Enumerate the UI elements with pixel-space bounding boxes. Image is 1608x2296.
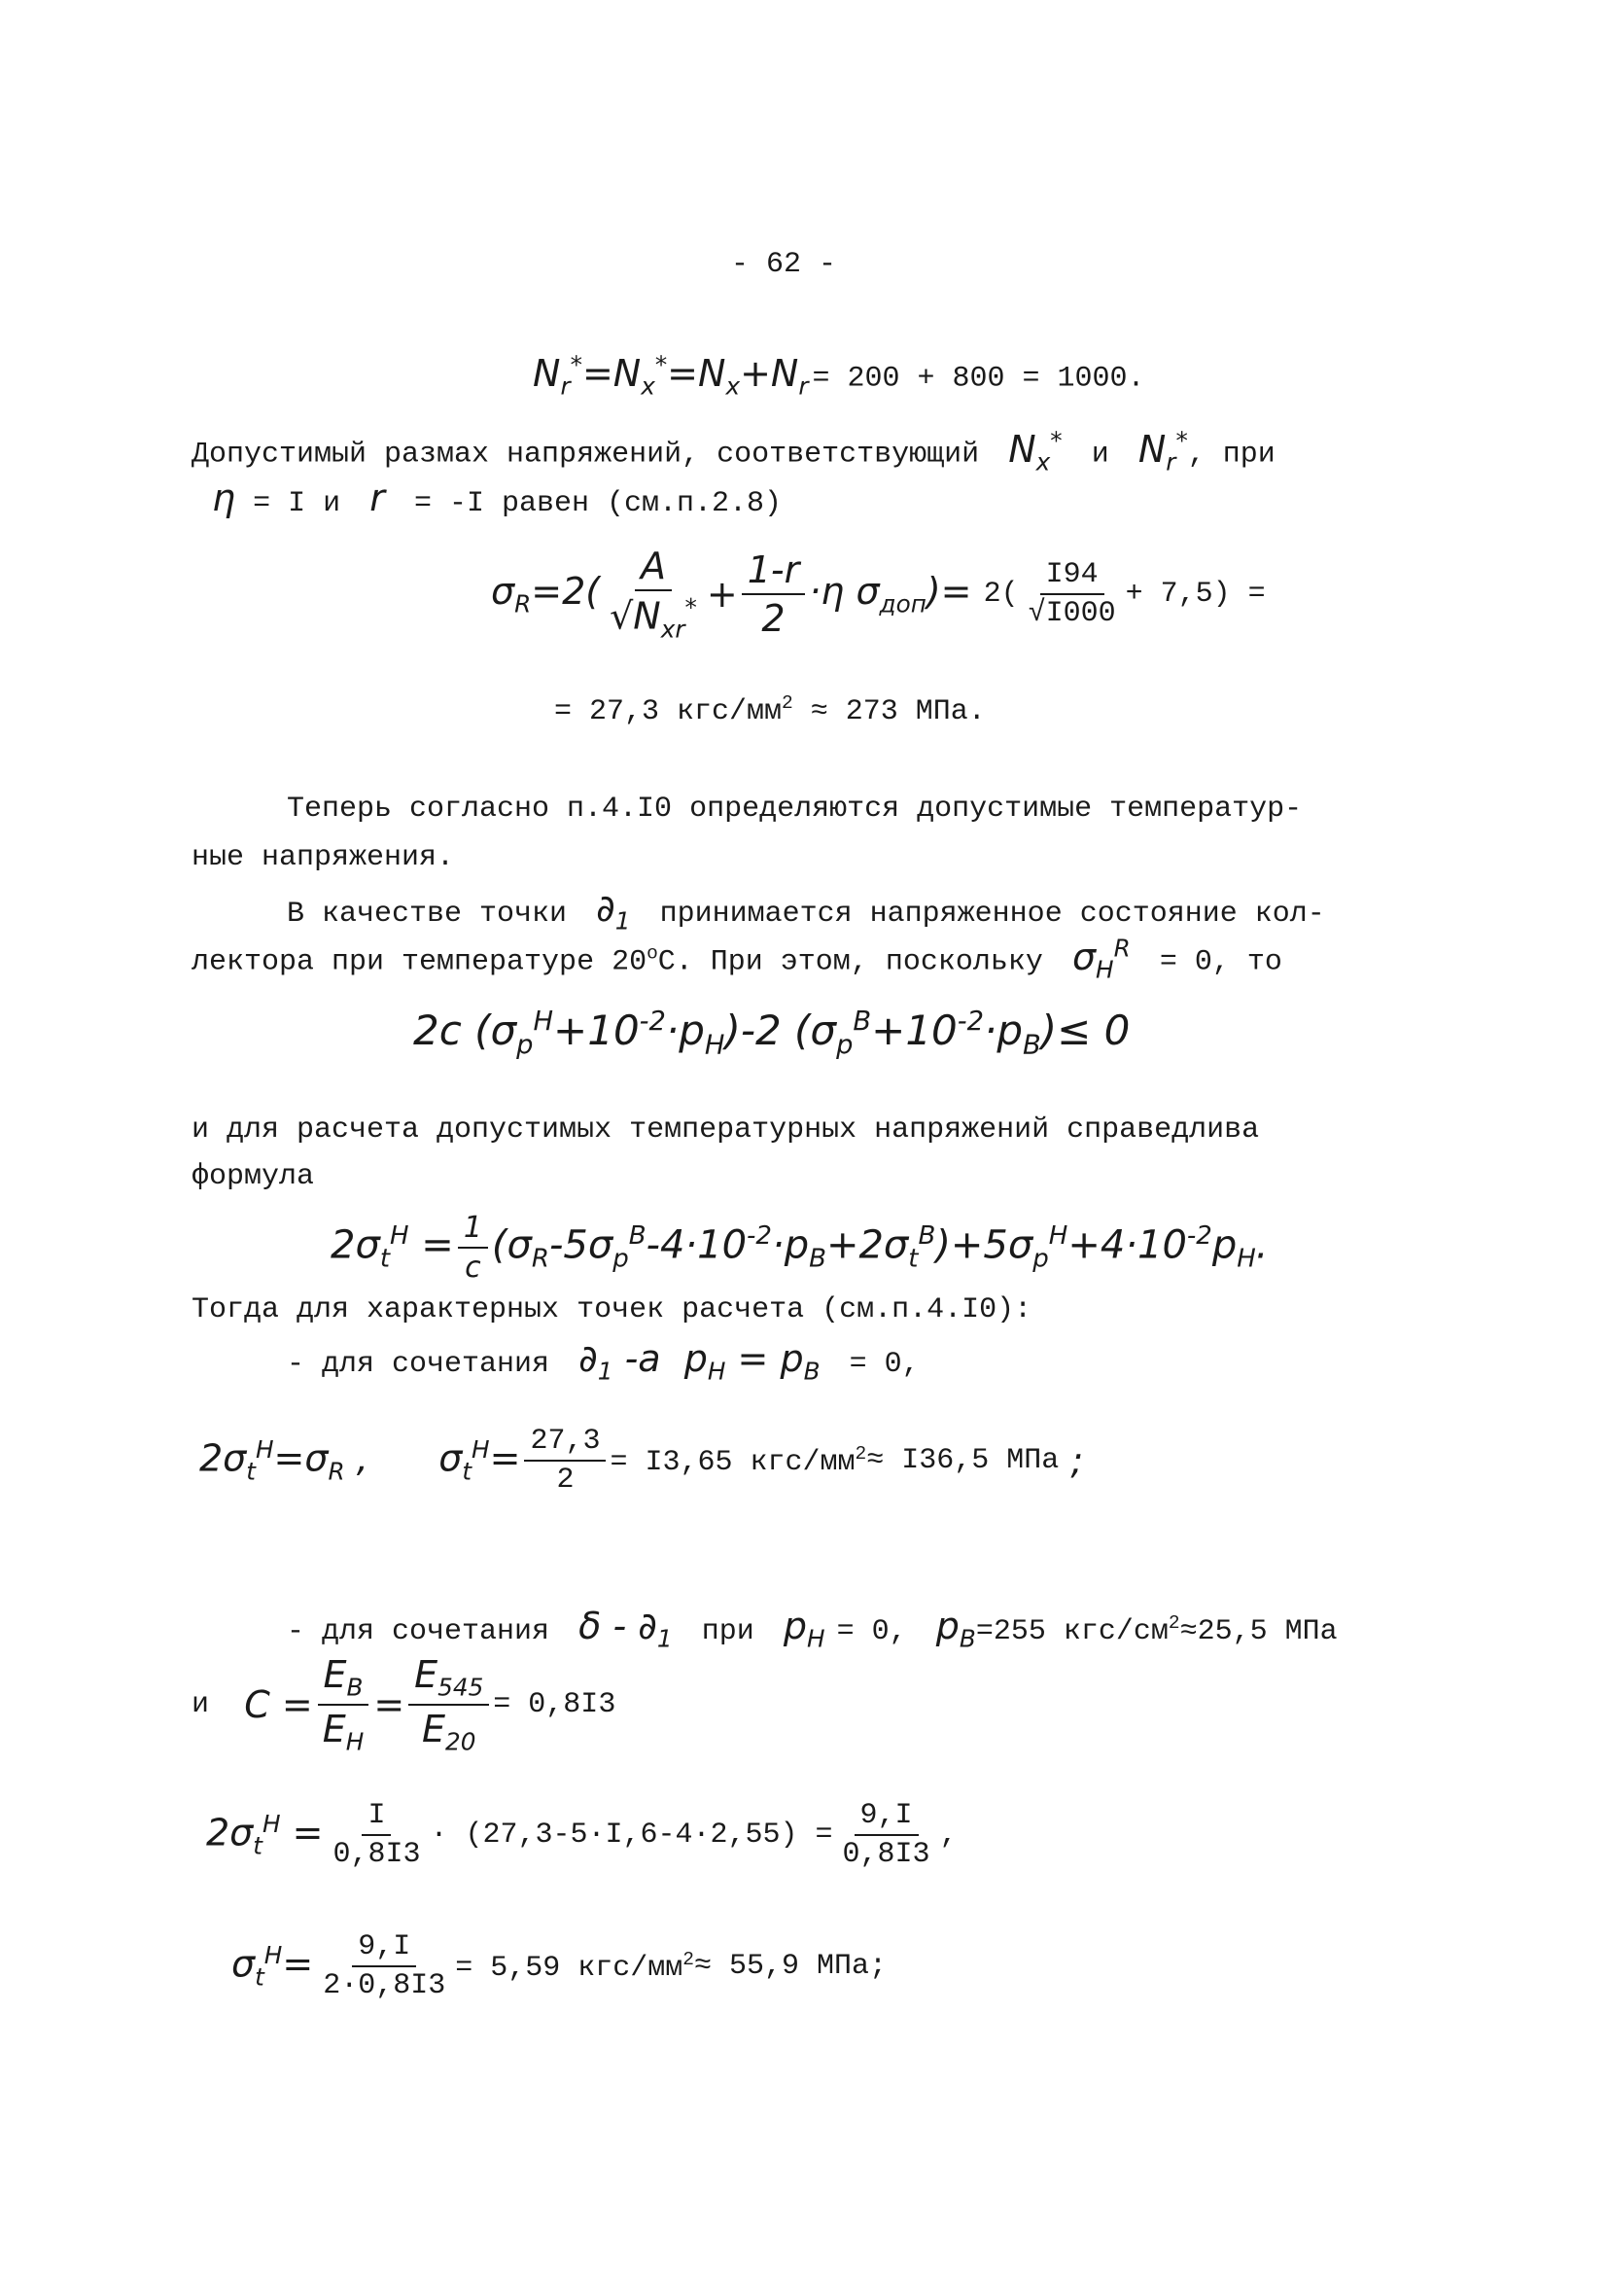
equation-6 bbox=[206, 1799, 958, 1871]
para1-line1 bbox=[192, 426, 1276, 476]
para5-text-b: при bbox=[701, 1615, 754, 1648]
r-symbol: r bbox=[358, 477, 397, 519]
para2-line2: ные напряжения. bbox=[192, 841, 455, 874]
p-b-symbol: $p_B$ bbox=[924, 1605, 976, 1653]
equation-3: 2c $(\sigma_p^H+10^{-2}\cdot p_H)-2$ $(\sigma_p^B+10^{-2}\cdot p_B)\le 0$ bbox=[413, 1007, 1131, 1061]
equation-6-tail: , bbox=[939, 1819, 958, 1852]
equation-7-lhs: $\sigma_t^H=$ bbox=[231, 1941, 314, 1992]
para5-text-e: ≈25,5 МПа bbox=[1179, 1615, 1338, 1648]
equation-2-line2: = 27,3 кгс/$мм^2 \approx 273$ МПа. bbox=[554, 692, 986, 728]
para5-text-c: = 0, bbox=[836, 1615, 907, 1648]
equation-1-lhs: $N_r^*=N_x^*=N_x+N_r$ bbox=[533, 350, 809, 401]
eta-symbol: η bbox=[212, 477, 236, 519]
para1-text-b: , при bbox=[1187, 438, 1276, 472]
para2-line3 bbox=[287, 887, 1325, 936]
equation-7-value-kgs: = 5,59 кгс/$мм^2$ bbox=[455, 1948, 694, 1985]
equation-6-lhs: $2\sigma_t^H$ = bbox=[206, 1810, 324, 1860]
equals-symbol: = bbox=[373, 1682, 405, 1726]
equation-2-right-b: + 7,5) = bbox=[1125, 577, 1266, 611]
equation-1 bbox=[533, 350, 1145, 400]
equation-2-right-a: 2( bbox=[983, 577, 1019, 611]
para1-line2 bbox=[212, 477, 782, 520]
equation-7-fraction: $\frac{9,I}{2\cdot 0,8I3}$ bbox=[323, 1930, 446, 2002]
equation-7-value-mpa: ≈ 55,9 МПа; bbox=[693, 1950, 888, 1983]
para2-temp-text: лектора при температуре 20 bbox=[192, 945, 647, 979]
equation-2-tail: ·η $\sigma_{доп})=$ bbox=[809, 569, 984, 618]
para1-and: и bbox=[1091, 438, 1109, 472]
d1-symbol: $\partial_1$ bbox=[584, 887, 631, 936]
equation-4-fraction: $\frac{1}{c}$ bbox=[458, 1211, 488, 1285]
para2-text-c: С. При этом, поскольку bbox=[657, 945, 1043, 979]
equation-5 bbox=[199, 1425, 1083, 1497]
combination-d1-a-symbols: $\partial_1$ -a $p_H = p_B$ bbox=[567, 1337, 821, 1386]
equation-1-rhs: = 200 + 800 = 1000. bbox=[812, 362, 1145, 396]
equation-5-value-kgs: = I3,65 кгс/$мм^2$ bbox=[610, 1442, 867, 1479]
para4-text-a: - для сочетания bbox=[287, 1348, 550, 1381]
equation-5-lhs: $2\sigma_t^H=\sigma_R$ , $\sigma_t^H=$ bbox=[199, 1435, 521, 1486]
para5-line2 bbox=[192, 1653, 615, 1755]
equation-6-expression: · (27,3-5·I,6-4·2,55) = bbox=[430, 1819, 833, 1852]
para5-line1: - для сочетания δ - $\partial_1$ при $p_H = 0$, $p_B=255$ кгс/$см^2\approx 25,5$ МПа bbox=[287, 1605, 1338, 1653]
para4-line1: Тогда для характерных точек расчета (см.п.4.I0): bbox=[192, 1293, 1032, 1326]
para3-line1: и для расчета допустимых температурных напряжений справедлива bbox=[192, 1113, 1260, 1147]
para5-c-value: = 0,8I3 bbox=[493, 1687, 616, 1721]
para5-and: и bbox=[192, 1687, 210, 1721]
equation-2-value-kgs: = 27,3 кгс/мм bbox=[554, 695, 783, 728]
para5-text-a: - для сочетания bbox=[287, 1615, 550, 1648]
equation-4-lhs: $2\sigma_t^H$ = bbox=[331, 1221, 454, 1274]
para4-line2 bbox=[287, 1337, 920, 1386]
nr-star-symbol: $N_r^*$ bbox=[1126, 426, 1188, 477]
para4-text-b: = 0, bbox=[849, 1348, 920, 1381]
para2-text-a: В качестве точки bbox=[287, 898, 568, 931]
para1-r-value: = -I равен (см.п.2.8) bbox=[413, 487, 782, 520]
equation-6-fraction-a: $\frac{I}{0,8I3}$ bbox=[332, 1799, 421, 1871]
nx-star-symbol: $N_x^*$ bbox=[996, 426, 1063, 477]
p-h-symbol: $p_H$ bbox=[771, 1605, 825, 1653]
para2-line1: Теперь согласно п.4.I0 определяются допустимые температур- bbox=[287, 793, 1303, 826]
para1-text-a: Допустимый размах напряжений, соответствующий bbox=[192, 438, 980, 472]
para1-eta-value: = I и bbox=[253, 487, 341, 520]
equation-2 bbox=[491, 545, 1266, 643]
para2-text-b: принимается напряженное состояние кол- bbox=[659, 898, 1325, 931]
para2-line4: лектора при температуре 20$^o$С. При этом, поскольку $\sigma_H^R = 0$, то bbox=[192, 934, 1282, 984]
equation-6-fraction-b: $\frac{9,I}{0,8I3}$ bbox=[842, 1799, 930, 1871]
equation-5-fraction: $\frac{27,3}{2}$ bbox=[524, 1425, 606, 1497]
para5-fraction-a: $\frac{E_B}{E_H}$ bbox=[317, 1653, 370, 1755]
para5-fraction-b: $\frac{E_{545}}{E_{20}}$ bbox=[408, 1653, 489, 1755]
delta-d1-symbols: δ - $\partial_1$ bbox=[567, 1605, 673, 1653]
para2-text-d: = 0, то bbox=[1159, 945, 1282, 979]
sigma-r-symbol: $\sigma_R=2$( bbox=[491, 569, 601, 618]
equation-5-value-mpa: ≈ I36,5 МПа bbox=[866, 1444, 1060, 1477]
equation-4 bbox=[331, 1211, 1269, 1285]
sigma-h-r-symbol: $\sigma_H^R$ bbox=[1060, 934, 1131, 984]
equation-2-fraction-a: $\frac{A}{√N_{xr}^*}$ bbox=[610, 545, 697, 644]
c-symbol: C = bbox=[209, 1682, 313, 1726]
page-number: - 62 - bbox=[731, 248, 837, 281]
equation-2-fraction-c: $\frac{I94}{√I000}$ bbox=[1028, 557, 1116, 630]
equation-7 bbox=[231, 1930, 887, 2002]
para3-line2: формула bbox=[192, 1160, 315, 1193]
equation-2-fraction-b: $\frac{1-r}{2}$ bbox=[742, 548, 806, 640]
equation-5-semicolon: ; bbox=[1059, 1439, 1084, 1482]
plus-symbol: + bbox=[706, 572, 738, 616]
equation-4-rhs: $(\sigma_R-5\sigma_p^B-4\cdot 10^{-2}\cdot p_B+2\sigma_t^B)+5\sigma_p^H+4\cdot 10^{-2}p_H$. bbox=[491, 1221, 1269, 1274]
para5-text-d: =255 кгс/см bbox=[975, 1615, 1169, 1648]
equation-2-value-mpa: ≈ 273 МПа. bbox=[810, 695, 986, 728]
